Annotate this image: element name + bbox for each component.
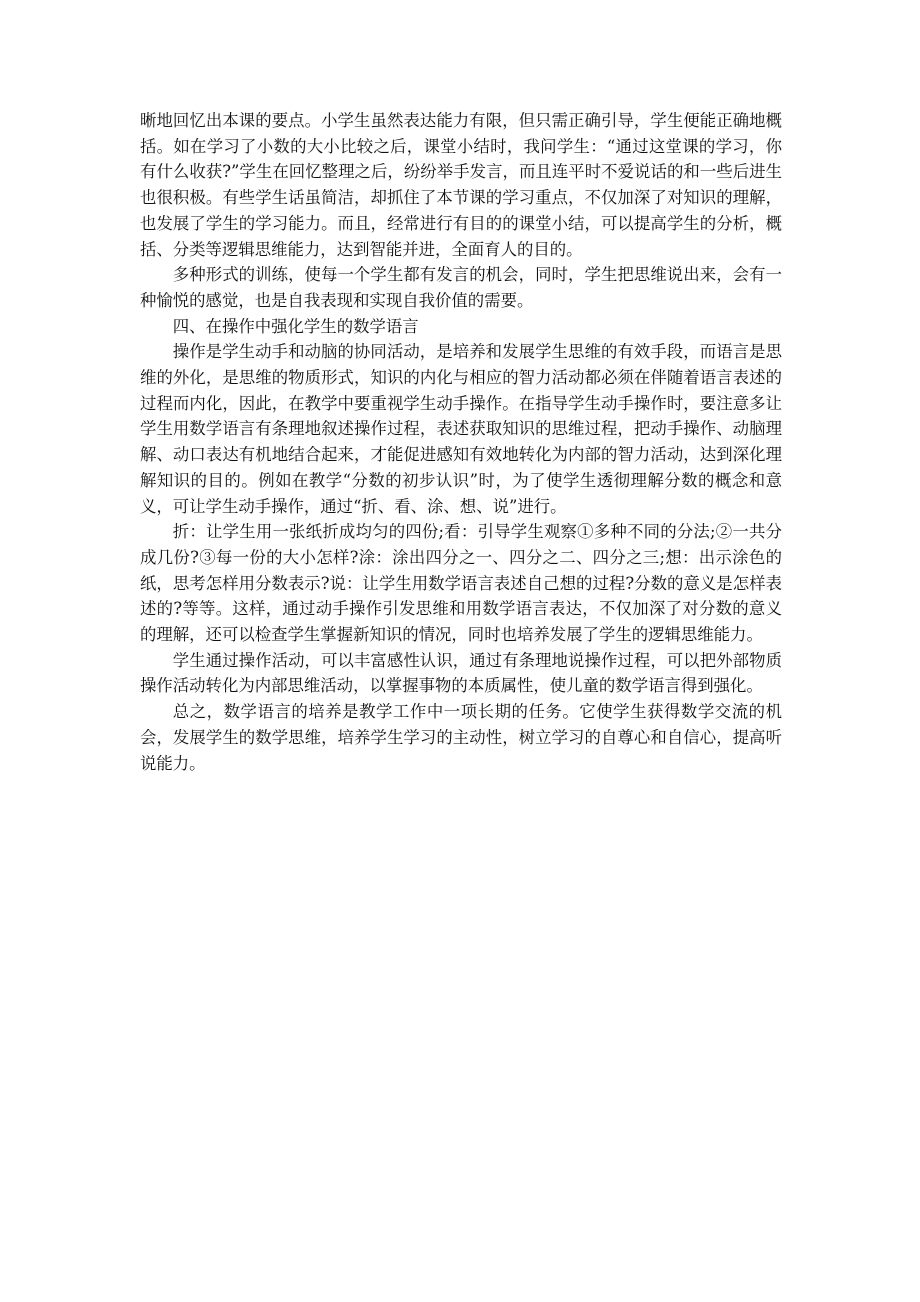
paragraph-operation-benefit: 学生通过操作活动，可以丰富感性认识，通过有条理地说操作过程，可以把外部物质操作活动转化为内部思维活动，以掌握事物的本质属性，使儿童的数学语言得到强化。 bbox=[140, 650, 782, 696]
paragraph-operation-intro: 操作是学生动手和动脑的协同活动，是培养和发展学生思维的有效手段，而语言是思维的外化，是思维的物质形式，知识的内化与相应的智力活动都必须在伴随着语言表述的过程而内化，因此，在教学中要重视学生动手操作。在指导学生动手操作时，要注意多让学生用数学语言有条理地叙述操作过程，表述获取知识的思维过程，把动手操作、动脑理解、动口表达有机地结合起来，才能促进感知有效地转化为内部的智力活动，达到深化理解知识的目的。例如在教学“分数的初步认识”时，为了使学生透彻理解分数的概念和意义，可让学生动手操作，通过“折、看、涂、想、说”进行。 bbox=[140, 342, 782, 516]
document-body bbox=[140, 108, 782, 776]
paragraph-fold-steps: 折：让学生用一张纸折成均匀的四份;看：引导学生观察①多种不同的分法;②一共分成几份?③每一份的大小怎样?涂：涂出四分之一、四分之二、四分之三;想：出示涂色的纸，思考怎样用分数表示?说：让学生用数学语言表述自己想的过程?分数的意义是怎样表述的?等等。这样，通过动手操作引发思维和用数学语言表达，不仅加深了对分数的意义的理解，还可以检查学生掌握新知识的情况，同时也培养发展了学生的逻辑思维能力。 bbox=[140, 522, 782, 645]
paragraph-conclusion: 总之，数学语言的培养是教学工作中一项长期的任务。它使学生获得数学交流的机会，发展学生的数学思维，培养学生学习的主动性，树立学习的自尊心和自信心，提高听说能力。 bbox=[140, 702, 782, 773]
paragraph-continued: 晰地回忆出本课的要点。小学生虽然表达能力有限，但只需正确引导，学生便能正确地概括。如在学习了小数的大小比较之后，课堂小结时，我问学生：“通过这堂课的学习，你有什么收获?”学生在回忆整理之后，纷纷举手发言，而且连平时不爱说话的和一些后进生也很积极。有些学生话虽简洁，却抓住了本节课的学习重点，不仅加深了对知识的理解，也发展了学生的学习能力。而且，经常进行有目的的课堂小结，可以提高学生的分析，概括、分类等逻辑思维能力，达到智能并进，全面育人的目的。 bbox=[140, 111, 782, 259]
paragraph-practice-summary: 多种形式的训练，使每一个学生都有发言的机会，同时，学生把思维说出来，会有一种愉悦的感觉，也是自我表现和实现自我价值的需要。 bbox=[140, 265, 782, 310]
section-heading: 四、在操作中强化学生的数学语言 bbox=[172, 316, 419, 336]
